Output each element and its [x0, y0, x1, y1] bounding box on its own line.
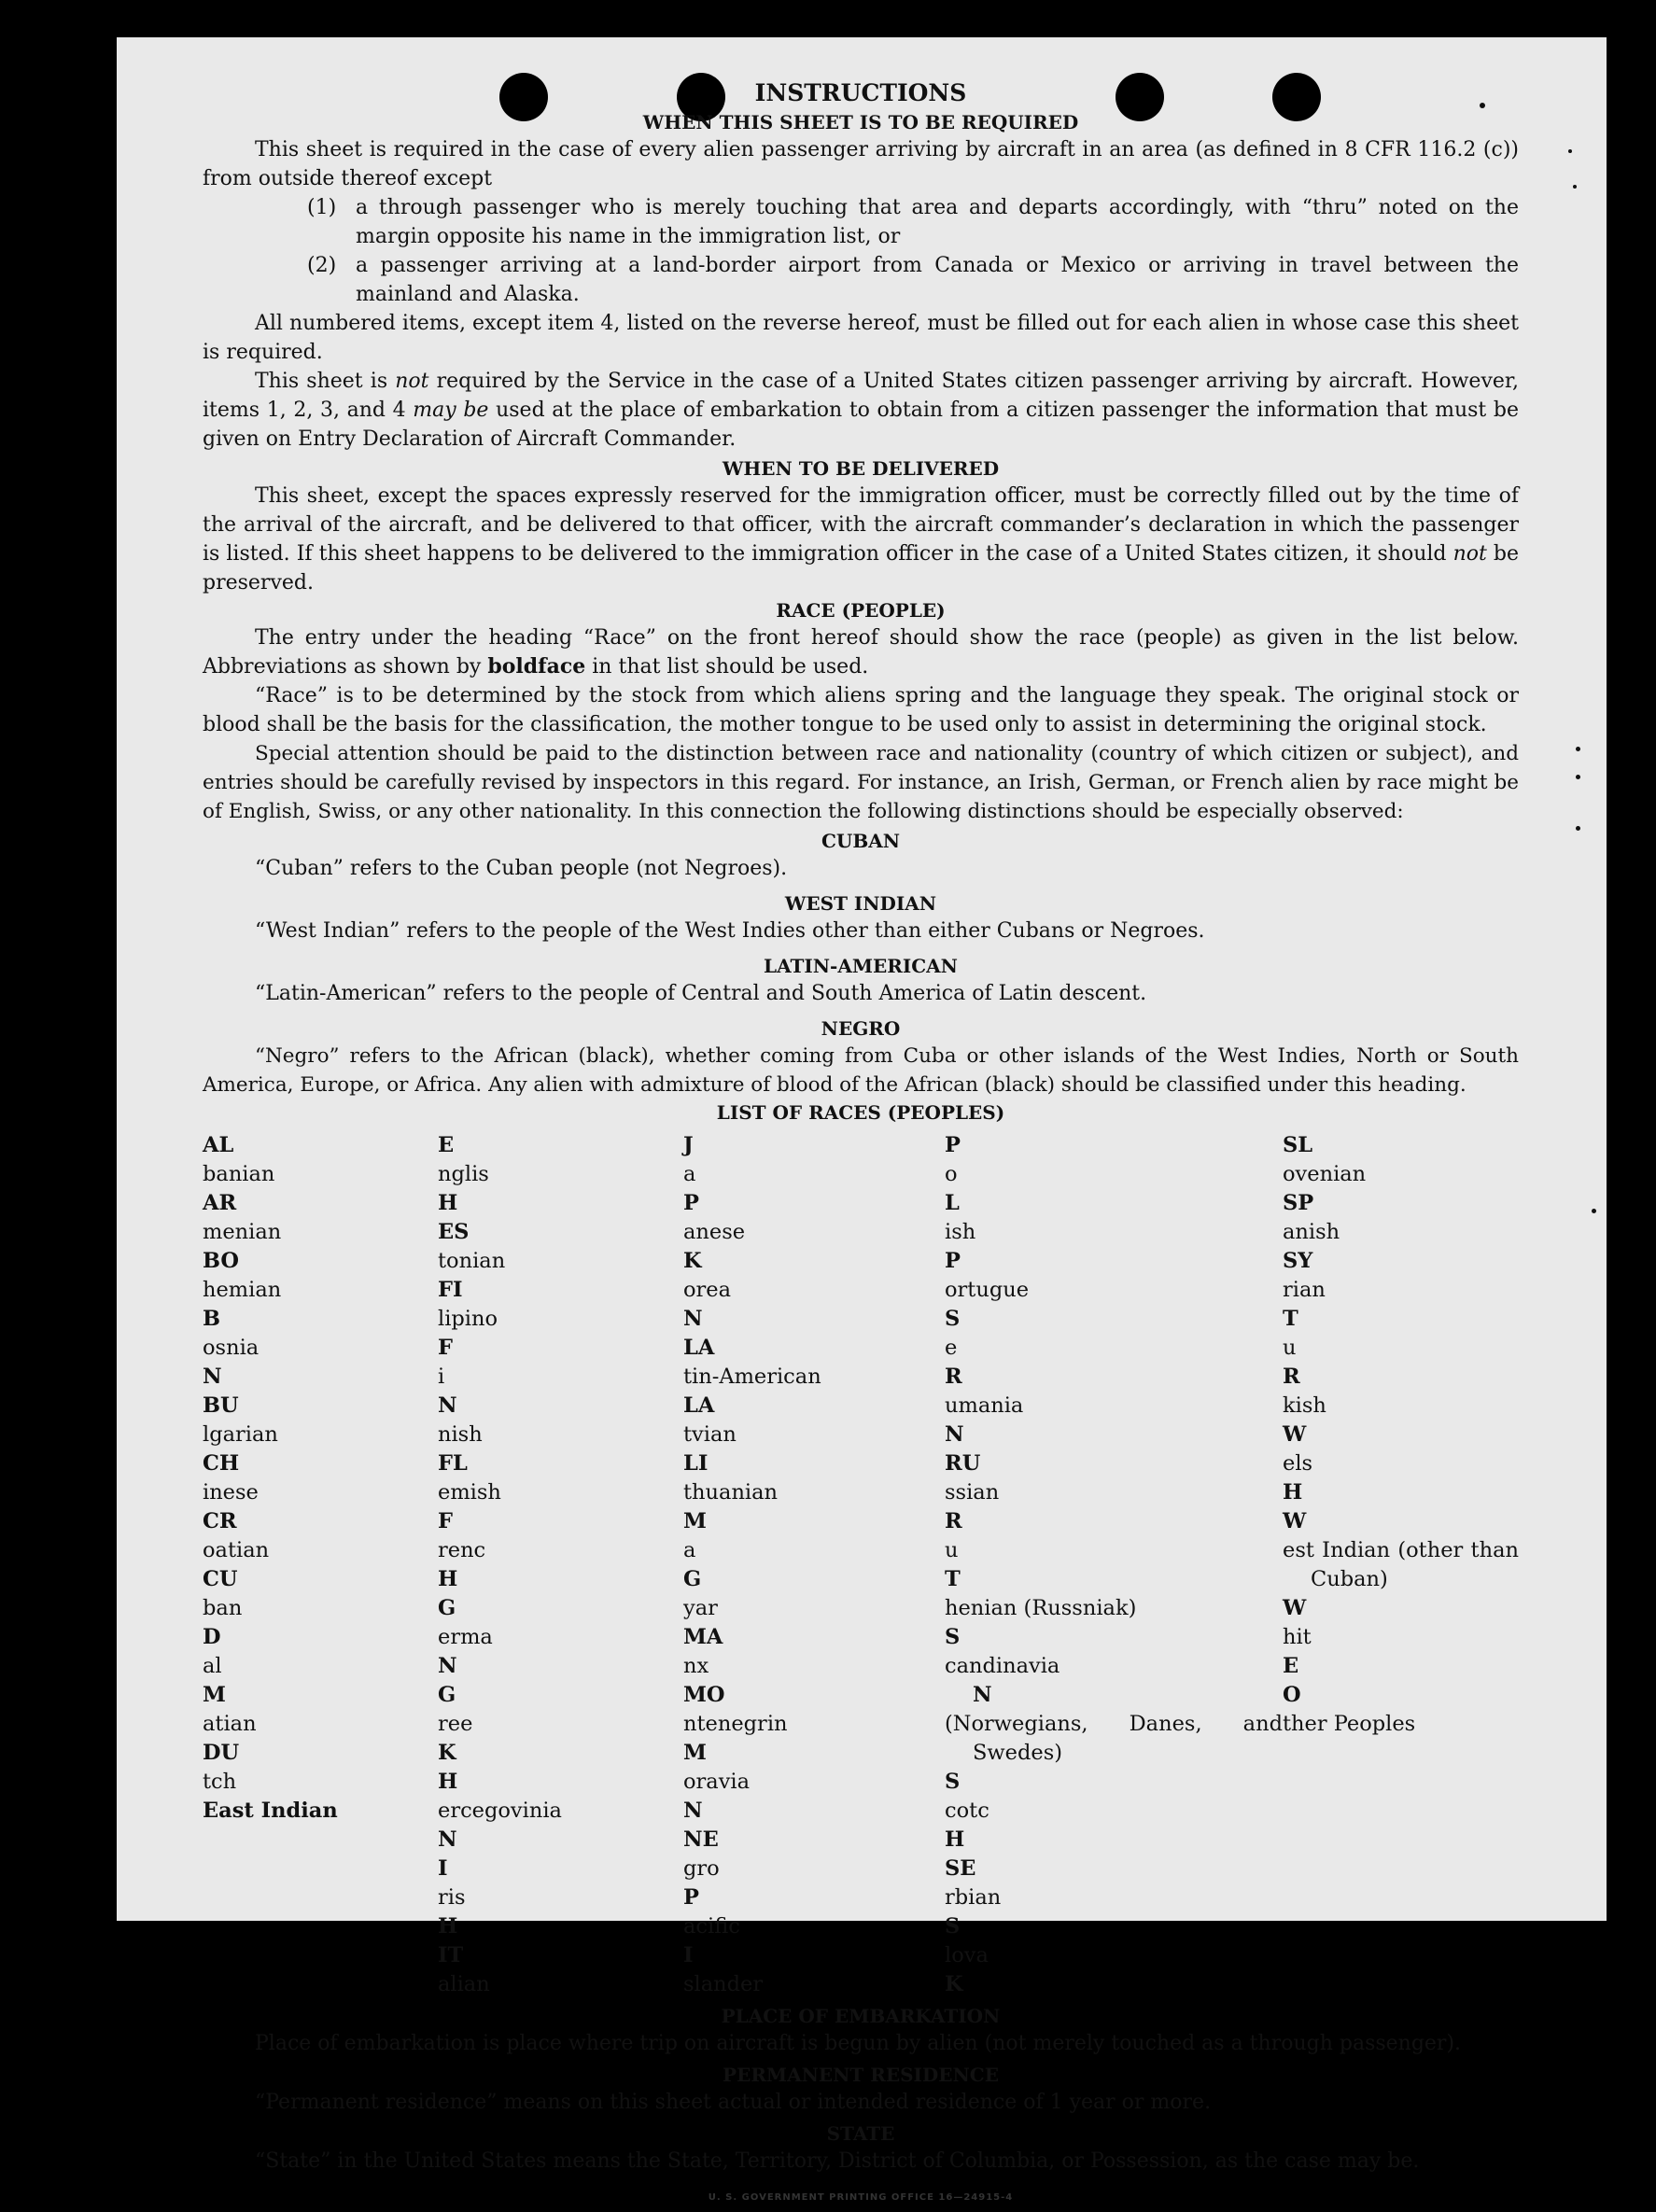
race-entry: AL banian: [203, 1133, 275, 1186]
heading-when-delivered: WHEN TO BE DELIVERED: [722, 457, 1000, 480]
race-entry: BU lgarian: [203, 1393, 278, 1447]
race-entry: B osnia N: [203, 1307, 260, 1389]
item-number: (2): [307, 254, 337, 277]
numbered-item: [307, 251, 1519, 309]
heading-race: RACE (PEOPLE): [776, 599, 946, 622]
race-column: [945, 1131, 1283, 1999]
race-entry: M oravia N: [683, 1741, 751, 1823]
speck: [1576, 775, 1580, 779]
race-entry: I ris H: [438, 1856, 466, 1939]
speck: [1573, 185, 1577, 189]
race-entry: F i N nish: [438, 1336, 483, 1447]
race-entry: AR menian: [203, 1191, 282, 1244]
item-text: a passenger arriving at a land-border airport from Canada or Mexico or arriving in travel between the mainland and Alaska.: [356, 254, 1519, 306]
paragraph: The entry under the heading “Race” on the front hereof should show the race (people) as given in the list below. Abbreviations as shown by boldface in that list should be used.: [203, 626, 1519, 679]
speck: [1568, 149, 1572, 153]
speck: [1592, 1209, 1596, 1213]
paragraph: Place of embarkation is place where trip on aircraft is begun by alien (not merely touched as a through passenger).: [255, 2032, 1462, 2055]
race-entry: MA nx: [683, 1625, 723, 1678]
race-entry: S candinavia N (Norwegians, Danes, and Swedes): [945, 1625, 1283, 1765]
race-entry: E nglis H: [438, 1133, 489, 1215]
race-entry: F renc H: [438, 1509, 486, 1591]
document-page: [117, 37, 1607, 2203]
race-entry: NE gro: [683, 1827, 720, 1881]
race-entry: CU ban: [203, 1567, 243, 1620]
paragraph: Special attention should be paid to the distinction between race and nationality (country of which citizen or subject), and entries should be carefully revised by inspectors in this regard. For instance, an Irish, German, or French alien by race might be of English, Swiss, or any other nationality. In this connection the following distinctions should be especially observed:: [203, 742, 1519, 823]
page-title: INSTRUCTIONS: [754, 79, 967, 106]
race-entry: M a G yar: [683, 1509, 718, 1620]
race-entry: S cotc H: [945, 1770, 989, 1852]
race-list: [203, 1131, 1519, 1999]
race-entry: BO hemian: [203, 1249, 282, 1302]
paragraph: “Negro” refers to the African (black), whether coming from Cuba or other islands of the West Indies, North or South America, Europe, or Africa. Any alien with admixture of blood of the African (black) should be classified under this heading.: [203, 1044, 1519, 1097]
race-entry: East Indian: [203, 1799, 338, 1823]
race-entry: LI thuanian: [683, 1451, 779, 1505]
printer-imprint: U. S. GOVERNMENT PRINTING OFFICE 16—24915-4: [708, 2192, 1014, 2203]
numbered-item: [307, 193, 1519, 251]
race-entry: R u T henian (Russniak): [945, 1509, 1137, 1620]
paragraph: This sheet, except the spaces expressly reserved for the immigration officer, must be correctly filled out by the time of the arrival of the aircraft, and be delivered to that officer, with the aircraft commander’s declaration in which the passenger is listed. If this sheet happens to be delivered to the immigration officer in the case of a United States citizen, it should not be preserved.: [203, 484, 1519, 595]
race-entry: FI lipino: [438, 1278, 498, 1331]
race-entry: O ther Peoples: [1283, 1683, 1416, 1736]
heading-latin-american: LATIN-AMERICAN: [764, 955, 958, 977]
paragraph: “Cuban” refers to the Cuban people (not Negroes).: [255, 857, 788, 880]
race-entry: SP anish: [1283, 1191, 1340, 1244]
item-number: (1): [307, 196, 337, 219]
race-entry: SE rbian: [945, 1856, 1002, 1910]
paragraph: “Race” is to be determined by the stock from which aliens spring and the language they speak. The original stock or blood shall be the basis for the classification, the mother tongue to be used only to assist in determining the original stock.: [203, 684, 1519, 736]
race-entry: P ortugue S e: [945, 1249, 1030, 1360]
heading-negro: NEGRO: [821, 1017, 901, 1040]
heading-state: STATE: [826, 2122, 895, 2145]
race-entry: ES tonian: [438, 1220, 506, 1273]
race-entry: FL emish: [438, 1451, 501, 1505]
race-entry: P acific I slander: [683, 1885, 764, 1996]
race-entry: S lova K: [945, 1914, 989, 1996]
heading-cuban: CUBAN: [821, 830, 901, 852]
race-entry: D al M atian: [203, 1625, 257, 1736]
speck: [1576, 747, 1580, 751]
paragraph: All numbered items, except item 4, listed on the reverse hereof, must be filled out for each alien in whose case this sheet is required.: [203, 312, 1519, 364]
race-entry: P o L ish: [945, 1133, 976, 1244]
race-column: [203, 1131, 438, 1999]
race-entry: W els H: [1283, 1422, 1313, 1505]
race-entry: J a P anese: [683, 1133, 746, 1244]
heading-west-indian: WEST INDIAN: [784, 892, 937, 915]
race-entry: LA tin-American: [683, 1336, 821, 1389]
heading-when-required: WHEN THIS SHEET IS TO BE REQUIRED: [642, 111, 1079, 133]
race-entry: IT alian: [438, 1943, 490, 1996]
race-entry: H ercegovinia N: [438, 1770, 562, 1852]
paragraph: This sheet is not required by the Service in the case of a United States citizen passenger arriving by aircraft. However, items 1, 2, 3, and 4 may be used at the place of embarkation to obtain from a citizen passenger the information that must be given on Entry Declaration of Aircraft Commander.: [203, 370, 1519, 451]
race-entry: W hit E: [1283, 1596, 1312, 1678]
race-entry: W est Indian (other than Cuban): [1283, 1509, 1519, 1591]
race-entry: CH inese: [203, 1451, 259, 1505]
paragraph: This sheet is required in the case of every alien passenger arriving by aircraft in an area (as defined in 8 CFR 116.2 (c)) from outside thereof except: [203, 138, 1519, 190]
race-column: [438, 1131, 683, 1999]
speck: [1576, 826, 1580, 831]
paragraph: “Permanent residence” means on this sheet actual or intended residence of 1 year or more.: [255, 2091, 1212, 2114]
race-entry: G ree K: [438, 1683, 473, 1765]
heading-permanent-residence: PERMANENT RESIDENCE: [723, 2064, 999, 2086]
paragraph: “State” in the United States means the State, Territory, District of Columbia, or Possession, as the case may be.: [255, 2149, 1420, 2173]
race-entry: R umania N: [945, 1365, 1024, 1447]
race-entry: G erma N: [438, 1596, 493, 1678]
item-text: a through passenger who is merely touching that area and departs accordingly, with “thru” noted on the margin opposite his name in the immigration list, or: [356, 196, 1519, 248]
race-entry: CR oatian: [203, 1509, 270, 1562]
heading-list-of-races: LIST OF RACES (PEOPLES): [716, 1101, 1005, 1124]
race-entry: K orea N: [683, 1249, 732, 1331]
race-entry: SY rian: [1283, 1249, 1326, 1302]
paragraph: “West Indian” refers to the people of the West Indies other than either Cubans or Negroes.: [255, 919, 1205, 943]
race-column: [1283, 1131, 1519, 1999]
race-entry: RU ssian: [945, 1451, 1000, 1505]
heading-place-of-embarkation: PLACE OF EMBARKATION: [721, 2005, 1001, 2027]
race-entry: MO ntenegrin: [683, 1683, 788, 1736]
instructions-text: [203, 77, 1519, 2212]
paragraph: “Latin-American” refers to the people of Central and South America of Latin descent.: [255, 982, 1147, 1005]
race-entry: LA tvian: [683, 1393, 737, 1447]
race-entry: SL ovenian: [1283, 1133, 1367, 1186]
race-entry: DU tch: [203, 1741, 240, 1794]
race-column: [683, 1131, 945, 1999]
race-entry: T u R kish: [1283, 1307, 1326, 1418]
